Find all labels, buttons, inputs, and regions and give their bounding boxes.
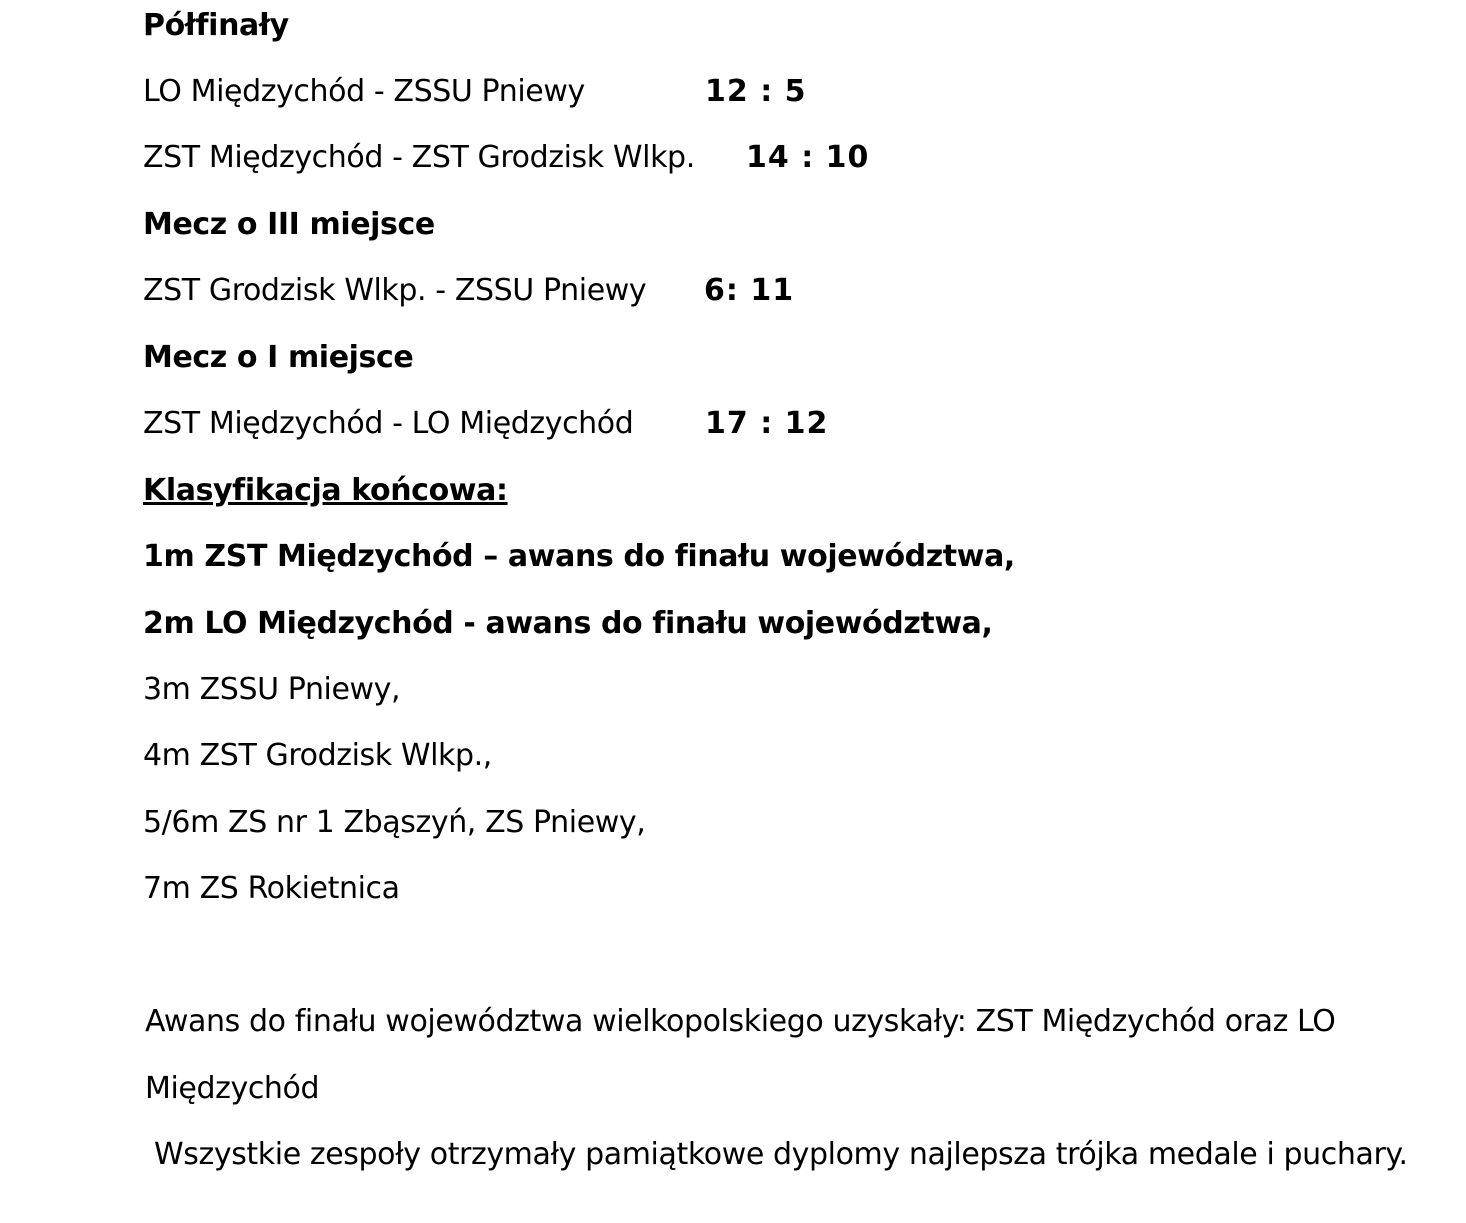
classification-place-7: 7m ZS Rokietnica [143,871,400,906]
first-place-match-score: 17 : 12 [705,406,829,441]
classification-heading: Klasyfikacja końcowa: [143,473,508,508]
awards-text: Wszystkie zespoły otrzymały pamiątkowe dyplomy najlepsza trójka medale i puchary. [154,1137,1408,1172]
semifinals-heading: Półfinały [143,8,289,43]
semifinal-match-1-score: 12 : 5 [705,74,807,109]
classification-place-2: 2m LO Międzychód - awans do finału województwa, [143,606,993,641]
first-place-heading: Mecz o I miejsce [143,340,414,375]
semifinal-match-1-teams: LO Międzychód - ZSSU Pniewy [143,74,585,109]
classification-place-3: 3m ZSSU Pniewy, [143,672,401,707]
classification-place-5-6: 5/6m ZS nr 1 Zbąszyń, ZS Pniewy, [143,805,646,840]
third-place-match-teams: ZST Grodzisk Wlkp. - ZSSU Pniewy [143,273,647,308]
semifinal-match-2-score: 14 : 10 [746,140,870,175]
semifinal-match-2-teams: ZST Międzychód - ZST Grodzisk Wlkp. [143,140,695,175]
classification-place-4: 4m ZST Grodzisk Wlkp., [143,738,492,773]
third-place-match-score: 6: 11 [704,273,795,308]
third-place-heading: Mecz o III miejsce [143,207,435,242]
advancement-text-line-2: Międzychód [145,1071,320,1106]
first-place-match-teams: ZST Międzychód - LO Międzychód [143,406,634,441]
classification-place-1: 1m ZST Międzychód – awans do finału województwa, [143,539,1015,574]
advancement-text-line-1: Awans do finału województwa wielkopolskiego uzyskały: ZST Międzychód oraz LO [145,1004,1336,1039]
